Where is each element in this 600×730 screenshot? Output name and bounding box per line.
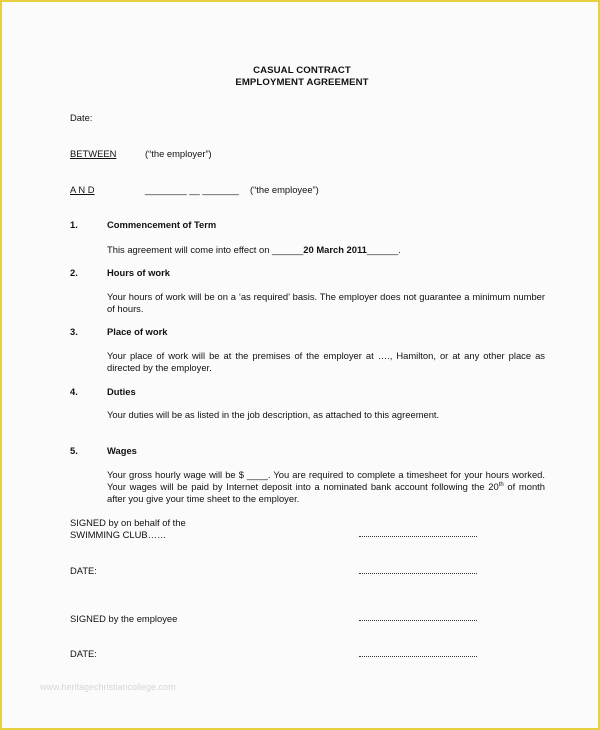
section-5-text-main: Your gross hourly wage will be $ ____. You are required to complete a timesheet for your hours worked. Your wages will be paid by Internet deposit into a nominated bank account following the 20	[107, 469, 545, 492]
section-4-number: 4.	[70, 386, 78, 397]
between-label: BETWEEN	[70, 148, 117, 159]
section-5-superscript: th	[498, 481, 504, 488]
employee-signature-line	[359, 619, 477, 621]
date-label-1: DATE:	[70, 565, 97, 576]
section-5-heading: Wages	[107, 445, 137, 456]
date-signature-line-2	[359, 655, 477, 657]
and-blanks: ________ __ _______	[145, 184, 239, 195]
and-label: A N D	[70, 184, 95, 195]
date-label-2: DATE:	[70, 648, 97, 659]
watermark-text: www.heritagechristiancollege.com	[40, 682, 176, 692]
section-4-text: Your duties will be as listed in the job description, as attached to this agreement.	[107, 409, 440, 420]
section-4-heading: Duties	[107, 386, 136, 397]
section-1-date: 20 March 2011	[303, 244, 367, 255]
section-2-number: 2.	[70, 267, 78, 278]
section-2-text: Your hours of work will be on a ‘as required’ basis. The employer does not guarantee a minimum number of hours.	[107, 291, 545, 314]
section-1-text-after: ______.	[366, 244, 401, 255]
section-3-heading: Place of work	[107, 326, 168, 337]
section-3-number: 3.	[70, 326, 78, 337]
document-title-line2: EMPLOYMENT AGREEMENT	[235, 77, 369, 88]
and-value: (“the employee”)	[250, 184, 319, 195]
section-1-text-before: This agreement will come into effect on ______	[107, 244, 304, 255]
signed-employer-line2: SWIMMING CLUB……	[70, 529, 167, 540]
section-1-text	[107, 244, 401, 255]
between-value: (“the employer”)	[145, 148, 212, 159]
section-5-number: 5.	[70, 445, 78, 456]
date-label: Date:	[70, 112, 93, 123]
section-2-heading: Hours of work	[107, 267, 171, 278]
signed-employee: SIGNED by the employee	[70, 613, 178, 624]
document-title-line1: CASUAL CONTRACT	[253, 65, 351, 76]
section-5-text	[107, 469, 545, 505]
employer-signature-line	[359, 535, 477, 537]
section-5-text-end: of month after you give your time sheet to the employer.	[107, 481, 545, 504]
section-1-heading: Commencement of Term	[107, 219, 217, 230]
signed-employer-line1: SIGNED by on behalf of the	[70, 517, 186, 528]
section-1-number: 1.	[70, 219, 78, 230]
date-signature-line-1	[359, 572, 477, 574]
section-3-text: Your place of work will be at the premises of the employer at …., Hamilton, or at any other place as directed by the employer.	[107, 350, 545, 373]
